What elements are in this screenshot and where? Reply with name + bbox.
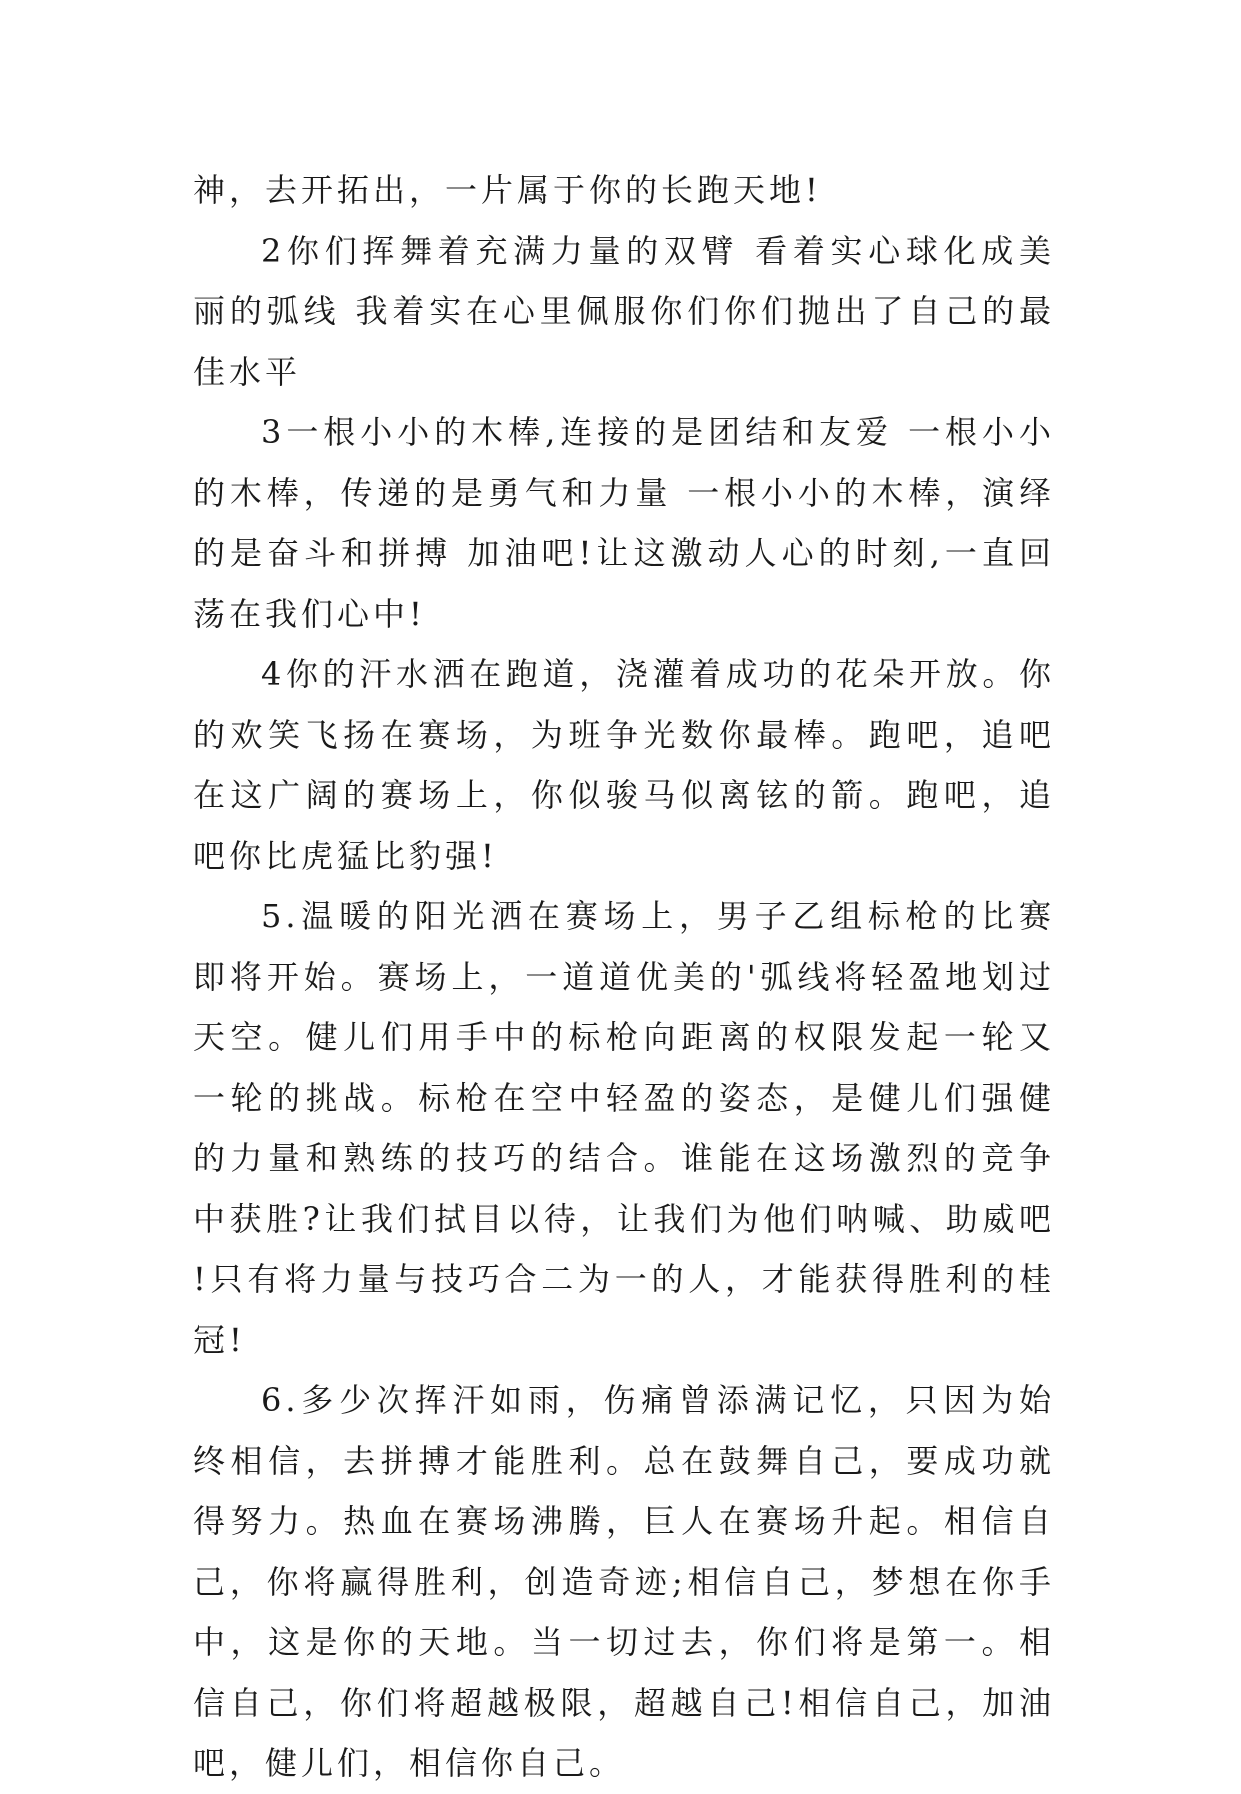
paragraph-2: 2你们挥舞着充满力量的双臂 看着实心球化成美丽的弧线 我着实在心里佩服你们你们抛出了自己的最佳水平 bbox=[193, 231, 1055, 391]
document-body bbox=[193, 160, 1055, 1794]
paragraph-continuation: 神，去开拓出，一片属于你的长跑天地! bbox=[193, 171, 822, 209]
paragraph-3: 3一根小小的木棒,连接的是团结和友爱 一根小小的木棒，传递的是勇气和力量 一根小小的木棒，演绎的是奋斗和拼搏 加油吧!让这激动人心的时刻,一直回荡在我们心中! bbox=[193, 413, 1055, 633]
paragraph-5: 5.温暖的阳光洒在赛场上，男子乙组标枪的比赛即将开始。赛场上，一道道优美的'弧线将轻盈地划过天空。健儿们用手中的标枪向距离的权限发起一轮又一轮的挑战。标枪在空中轻盈的姿态，是健儿们强健的力量和熟练的技巧的结合。谁能在这场激烈的竞争中获胜?让我们拭目以待，让我们为他们呐喊、助威吧!只有将力量与技巧合二为一的人，才能获得胜利的桂冠! bbox=[193, 897, 1055, 1359]
paragraph-4: 4你的汗水洒在跑道，浇灌着成功的花朵开放。你的欢笑飞扬在赛场，为班争光数你最棒。跑吧，追吧 在这广阔的赛场上，你似骏马似离铉的箭。跑吧，追吧你比虎猛比豹强! bbox=[193, 655, 1055, 875]
paragraph-6: 6.多少次挥汗如雨，伤痛曾添满记忆，只因为始终相信，去拼搏才能胜利。总在鼓舞自己，要成功就得努力。热血在赛场沸腾，巨人在赛场升起。相信自己，你将赢得胜利，创造奇迹;相信自己，梦想在你手中，这是你的天地。当一切过去，你们将是第一。相信自己，你们将超越极限，超越自己!相信自己，加油吧，健儿们，相信你自己。 bbox=[193, 1381, 1055, 1782]
